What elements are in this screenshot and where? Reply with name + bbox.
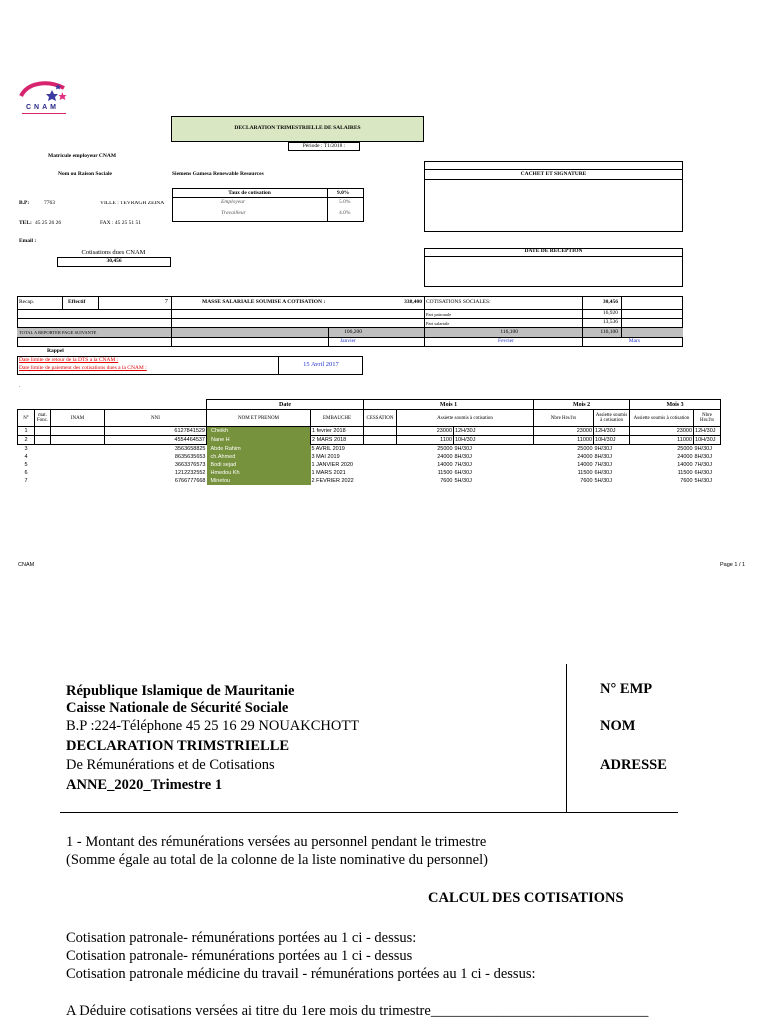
col-cessation: CESSATION — [364, 410, 397, 427]
row-hrs-3: 6H/30J — [694, 470, 712, 476]
month-mars: Mars — [628, 338, 640, 344]
row-embauche: 1 MARS 2021 — [311, 470, 346, 476]
total-label: TOTAL A REPORTER PAGE SUIVANTE — [19, 330, 97, 335]
row-hrs-2: 10H/30J — [594, 436, 630, 445]
row-hrs-1: 10H/30J — [454, 436, 534, 445]
row-embauche: 3 MAI 2019 — [311, 454, 340, 460]
emp-label: N° EMP — [600, 681, 653, 697]
row-inam — [51, 469, 105, 477]
row-cessation — [364, 461, 397, 469]
mois3-header: Mois 3 — [630, 400, 721, 410]
p2-line-6: ANNE_2020_Trimestre 1 — [66, 777, 223, 793]
montant-line-2: (Somme égale au total de la colonne de la liste nominative du personnel) — [66, 852, 488, 868]
row-hrs-3: 8H/30J — [694, 454, 712, 460]
row-nom: Minetou — [207, 477, 311, 485]
reception-divider — [424, 256, 683, 257]
row-assiette-3: 25000 — [677, 446, 693, 452]
row-cessation — [364, 477, 397, 485]
travailleur-value: 4.0% — [339, 210, 351, 216]
row-number: 1 — [18, 427, 35, 436]
row-nni: 1212232552 — [174, 470, 206, 476]
dot-mark: . — [19, 383, 21, 389]
tel-label: TEL: — [19, 220, 32, 226]
row-assiette-1: 11500 — [437, 470, 453, 476]
cnam-logo — [18, 80, 70, 118]
cotisations-dues-label: Cotisations dues CNAM — [81, 249, 146, 256]
recap-vline-3 — [171, 296, 172, 347]
matricule-label: Matricule employeur CNAM — [48, 153, 117, 159]
row-hrs-3: 10H/30J — [694, 436, 721, 445]
cotisation-line-1: Cotisation patronale- rémunérations portées au 1 ci - dessus: — [66, 930, 417, 946]
row-assiette-2: 24000 — [577, 454, 593, 460]
table-row — [18, 436, 721, 445]
recap-vline-6 — [582, 296, 583, 347]
reception-label: DATE DE RECEPTION — [524, 248, 583, 254]
row-assiette-2: 14000 — [577, 462, 593, 468]
row-embauche: 1 fevrier 2018 — [311, 427, 364, 436]
total-v1: 106,200 — [344, 329, 362, 335]
p2-line-5: De Rémunérations et de Cotisations — [66, 757, 275, 773]
travailleur-label: Travailleur — [221, 210, 246, 216]
header-vline — [566, 664, 567, 812]
part-salariale-value: 13,536 — [602, 319, 618, 325]
p2-line-3: B.P :224-Téléphone 45 25 16 29 NOUAKCHOTT — [66, 718, 360, 734]
row-number: 5 — [24, 462, 28, 468]
row-assiette-1: 23000 — [397, 427, 454, 436]
p2-line-2: Caisse Nationale de Sécurité Sociale — [66, 700, 289, 716]
row-mat — [35, 436, 51, 445]
col-embauche: EMBAUCHE — [311, 410, 364, 427]
col-nbre-1: Nbre Hrs/Jrs — [534, 410, 594, 427]
periode: Période : T1/2018 : — [302, 143, 346, 149]
row-assiette-1: 7600 — [440, 478, 453, 484]
raison-value: Siemens Gamesa Renewable Resources — [172, 171, 264, 177]
adresse-label: ADRESSE — [600, 757, 667, 773]
row-hrs-1: 9H/30J — [454, 446, 472, 452]
mois2-header: Mois 2 — [534, 400, 630, 410]
col-nni: NNI — [105, 410, 207, 427]
row-number: 6 — [24, 470, 28, 476]
row-hrs-3: 5H/30J — [694, 478, 712, 484]
masse-label: MASSE SALARIALE SOUMISE A COTISATION : — [202, 299, 326, 305]
raison-label: Nom ou Raison Sociale — [58, 171, 112, 177]
montant-line-1: 1 - Montant des rémunérations versées au personnel pendant le trimestre — [66, 834, 487, 850]
col-assiette-3: Assiette soumis à cotisation — [630, 410, 694, 427]
row-hrs-3: 9H/30J — [694, 446, 712, 452]
total-v2: 116,100 — [500, 329, 518, 335]
employee-table — [17, 399, 721, 485]
row-mat — [35, 445, 51, 454]
row-hrs-2: 12H/30J — [594, 427, 630, 436]
row-hrs-1: 5H/30J — [454, 478, 472, 484]
cotisation-line-3: Cotisation patronale médicine du travail - rémunérations portées au 1 ci - dessus: — [66, 966, 536, 982]
mois1-header: Mois 1 — [364, 400, 534, 410]
table-row — [18, 461, 721, 469]
row-nom: Abde Rahim — [207, 445, 311, 454]
limite-paiement: Date limite de paiement des cotisations dues a la CNAM : — [19, 365, 147, 371]
employeur-label: Employeur — [221, 199, 246, 205]
recap-vline-7 — [621, 296, 622, 337]
email-label: Email : — [19, 238, 37, 244]
row-cessation — [364, 469, 397, 477]
col-assiette-1: Assiette soumis à cotisation — [397, 410, 534, 427]
row-inam — [51, 453, 105, 461]
recap-vline-5 — [424, 296, 425, 347]
row-inam — [51, 461, 105, 469]
logo-underline — [22, 113, 66, 114]
bp-label: B.P: — [19, 200, 30, 206]
row-hrs-2: 8H/30J — [594, 454, 612, 460]
deduire-line: A Déduire cotisations versées ai titre du 1ere mois du trimestre______________________________ — [66, 1003, 649, 1019]
row-hrs-3: 7H/30J — [694, 462, 712, 468]
cotisation-line-2: Cotisation patronale- rémunérations portées au 1 ci - dessus — [66, 948, 413, 964]
row-hrs-3: 12H/30J — [694, 427, 721, 436]
row-number: 3 — [24, 446, 28, 452]
rappel-label: Rappel — [47, 348, 64, 354]
nom-label: NOM — [600, 718, 636, 734]
row-nni: 3563658825 — [174, 446, 206, 452]
row-assiette-3: 7600 — [680, 478, 693, 484]
row-nom: Nane H — [207, 436, 311, 445]
row-mat — [35, 469, 51, 477]
row-embauche: 2 FEVRIER 2022 — [311, 478, 354, 484]
table-header-row-1 — [18, 400, 721, 410]
limite-dts: Date limite de retour de la DTS a la CNAM : — [19, 357, 119, 363]
row-number: 4 — [24, 454, 28, 460]
row-inam — [51, 436, 105, 445]
row-nom: Hmedou Kh — [207, 469, 311, 477]
bp-value: 7763 — [44, 200, 55, 206]
row-inam — [51, 477, 105, 485]
row-assiette-3: 11500 — [677, 470, 693, 476]
row-hrs-2: 7H/30J — [594, 462, 612, 468]
total-v3: 116,100 — [600, 329, 618, 335]
table-row — [18, 427, 721, 436]
limite-date: 15 Avril 2017 — [303, 361, 339, 368]
cot-soc-value: 30,456 — [602, 299, 618, 305]
row-hrs-1: 6H/30J — [454, 470, 472, 476]
masse-value: 338,400 — [404, 299, 422, 305]
taux-value: 9.0% — [337, 190, 350, 196]
date-header: Date — [207, 400, 364, 410]
recap-row-line-2 — [17, 318, 683, 319]
table-header-row-2 — [18, 410, 721, 427]
col-no: N° — [18, 410, 35, 427]
row-embauche: 1 JANVIER 2020 — [311, 462, 354, 468]
logo-text: CNAM — [26, 104, 59, 111]
row-assiette-3: 23000 — [630, 427, 694, 436]
row-nom: Cheikh — [207, 427, 311, 436]
row-cessation — [364, 427, 397, 436]
row-number: 2 — [18, 436, 35, 445]
declaration-title: DECLARATION TRIMESTRIELLE DE SALAIRES — [234, 125, 361, 131]
taux-divider — [172, 197, 364, 198]
row-nni: 4554464537 — [105, 436, 207, 445]
row-embauche: 2 MARS 2018 — [311, 436, 364, 445]
row-hrs-2: 6H/30J — [594, 470, 612, 476]
row-nni: 3663376573 — [174, 462, 206, 468]
p2-line-1: République Islamique de Mauritanie — [66, 683, 295, 699]
col-nom: NOM ET PRENOM — [207, 410, 311, 427]
row-assiette-1: 1100 — [397, 436, 454, 445]
footer-left: CNAM — [18, 562, 35, 568]
row-hrs-2: 5H/30J — [594, 478, 612, 484]
row-nom: Bodi sejad — [207, 461, 311, 469]
table-row — [18, 453, 721, 461]
recap-label: Recap. — [19, 299, 35, 305]
table-row — [18, 469, 721, 477]
row-nni: 8635635653 — [174, 454, 206, 460]
row-cessation — [364, 436, 397, 445]
month-fevrier: Fevrier — [498, 338, 514, 344]
recap-vline-1 — [62, 296, 63, 309]
row-assiette-3: 14000 — [677, 462, 693, 468]
cot-soc-label: COTISATIONS SOCIALES: — [426, 299, 491, 305]
row-cessation — [364, 453, 397, 461]
part-patronale-label: Part patronale — [426, 312, 452, 317]
row-assiette-1: 24000 — [437, 454, 453, 460]
row-assiette-1: 14000 — [437, 462, 453, 468]
row-assiette-2: 7600 — [580, 478, 593, 484]
effectif-label: Effectif — [68, 299, 86, 305]
row-cessation — [364, 445, 397, 454]
col-assiette-2: Assiette soumis à cotisation — [594, 410, 630, 427]
cotisations-dues-value: 30,456 — [106, 258, 122, 264]
row-assiette-1: 25000 — [437, 446, 453, 452]
row-assiette-3: 11000 — [630, 436, 694, 445]
row-assiette-2: 25000 — [577, 446, 593, 452]
row-inam — [51, 427, 105, 436]
tel-value: 45 25 26 26 — [35, 220, 62, 226]
row-assiette-2: 23000 — [534, 427, 594, 436]
row-mat — [35, 461, 51, 469]
row-mat — [35, 427, 51, 436]
row-hrs-1: 8H/30J — [454, 454, 472, 460]
col-mat: mat. Fonc. — [35, 410, 51, 427]
recap-vline-2 — [98, 296, 99, 309]
row-mat — [35, 477, 51, 485]
row-nom: ch.Ahmed — [207, 453, 311, 461]
row-hrs-2: 9H/30J — [594, 446, 612, 452]
ville-label: VILLE : TEVRAGH ZEINA — [100, 201, 165, 206]
row-mat — [35, 453, 51, 461]
col-nbre-3: Nbre Hrs/Jrs — [694, 410, 721, 427]
recap-row-line-1 — [17, 309, 683, 310]
month-janvier: Janvier — [340, 338, 356, 344]
row-inam — [51, 445, 105, 454]
row-nni: 6766777668 — [174, 478, 206, 484]
part-patronale-value: 16,920 — [602, 310, 618, 316]
row-assiette-2: 11500 — [577, 470, 593, 476]
p2-line-4: DECLARATION TRIMSTRIELLE — [66, 738, 290, 754]
calcul-heading: CALCUL DES COTISATIONS — [428, 890, 624, 906]
row-embauche: 5 AVRIL 2019 — [311, 446, 345, 452]
fax-label: FAX : 45 25 51 51 — [100, 220, 141, 226]
footer-right: Page 1 / 1 — [720, 562, 746, 568]
row-assiette-3: 24000 — [677, 454, 693, 460]
col-inam: INAM — [51, 410, 105, 427]
employeur-value: 5.0% — [339, 199, 351, 205]
row-assiette-2: 11000 — [534, 436, 594, 445]
row-number: 7 — [24, 478, 28, 484]
taux-vline — [327, 188, 328, 222]
taux-label: Taux de cotisation — [228, 190, 271, 196]
cachet-label: CACHET ET SIGNATURE — [520, 171, 587, 177]
effectif-value: 7 — [164, 298, 168, 305]
row-nni: 6127841529 — [105, 427, 207, 436]
table-row — [18, 477, 721, 485]
part-salariale-label: Part salariale — [426, 321, 450, 326]
row-hrs-1: 7H/30J — [454, 462, 472, 468]
header-hline — [60, 812, 678, 813]
row-hrs-1: 12H/30J — [454, 427, 534, 436]
table-row — [18, 445, 721, 454]
